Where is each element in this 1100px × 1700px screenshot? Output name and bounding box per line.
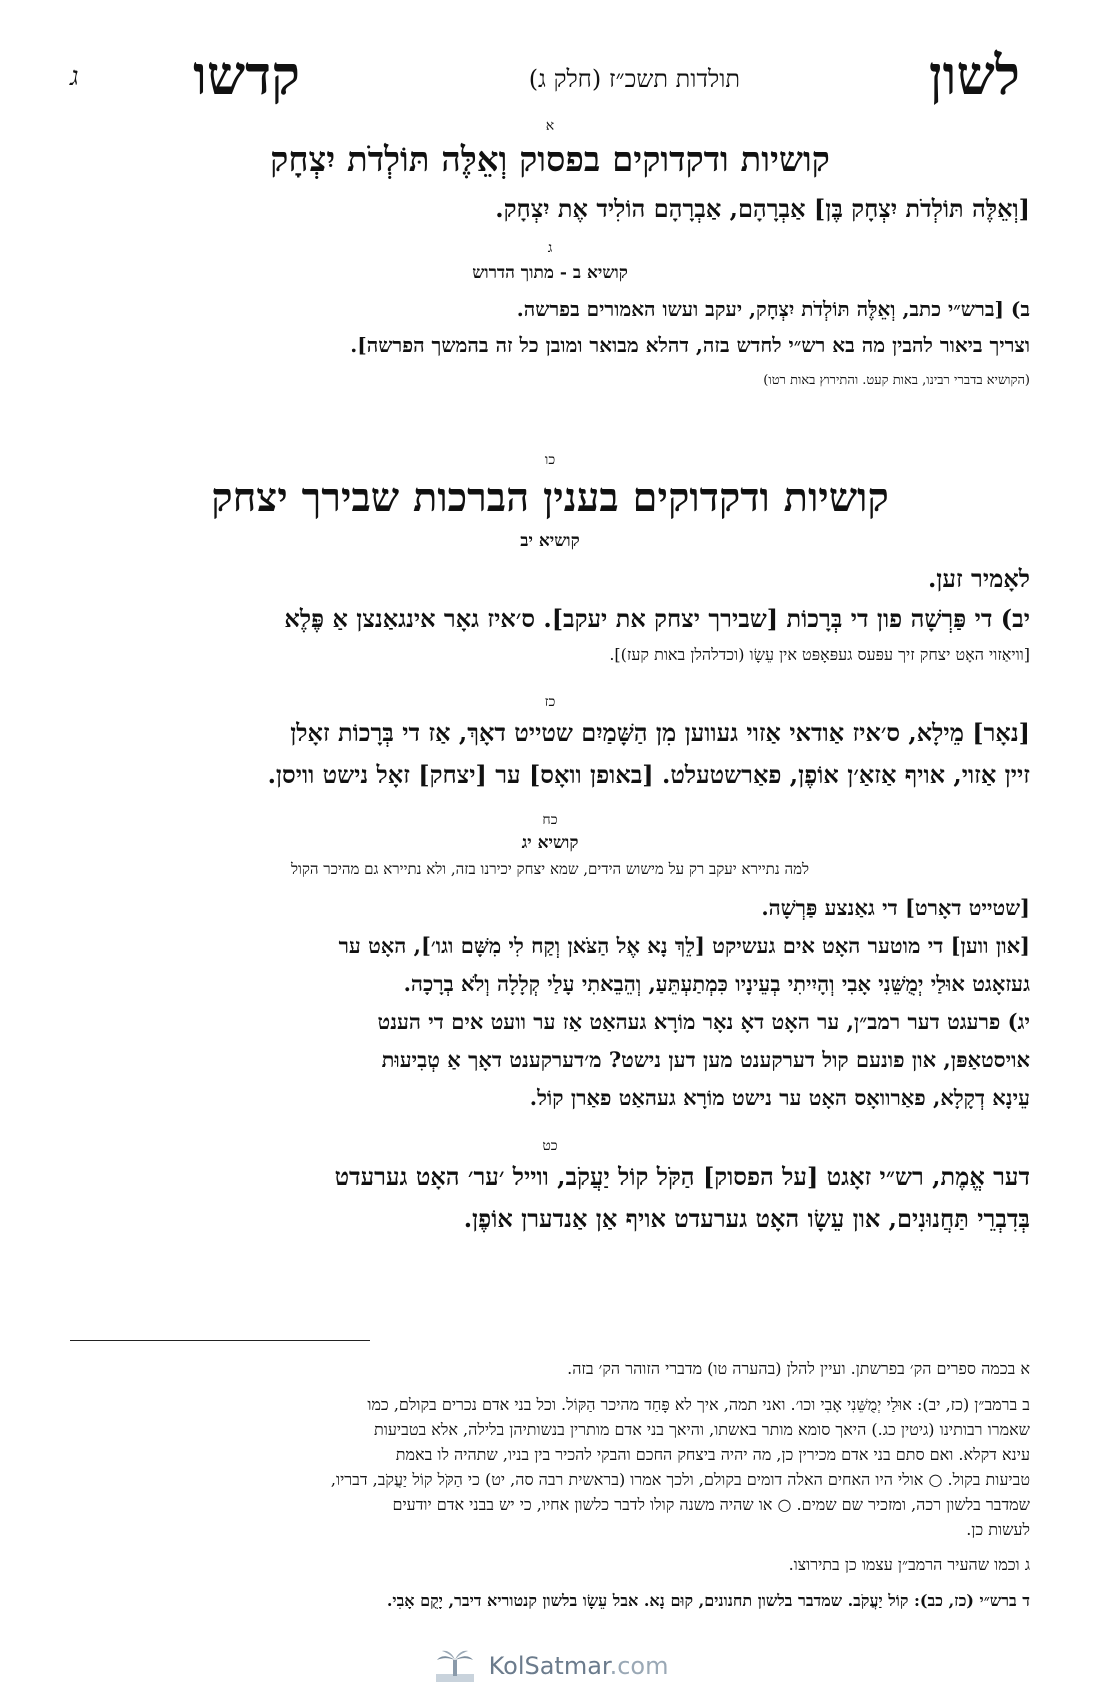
footnote-line: שאמרו רבותינו (גיטין כג.) היאך סומא מותר באשתו, והיאך בני אדם מותרין בנשותיהן בלילה, אלא בטביעות bbox=[374, 1420, 1030, 1439]
footnote-line: טביעות בקול. ○ אולי היו האחים האלה דומים בקולם, ולכך אמרו (בראשית רבה סה, יט) כי הַקֹּל קוֹל יַעֲקֹב, דבריו, bbox=[330, 1470, 1030, 1489]
subheading: קושיא ב - מתוך הדרוש bbox=[472, 263, 628, 283]
paragraph-line: [און ווען] די מוטער האָט אים געשיקט [לֵךְ נָא אֶל הַצֹּאן וְקַח לִי מִשָּׁם וגו׳], האָט ער bbox=[338, 933, 1030, 958]
subheading: קושיא יג bbox=[521, 833, 579, 853]
page-letter: ג bbox=[70, 62, 79, 92]
section-title: קושיות ודקדוקים בענין הברכות שבירך יצחק bbox=[211, 474, 889, 521]
section-marker: א bbox=[545, 118, 555, 134]
paragraph-line: יג) פרעגט דער רמב״ן, ער האָט דאָ נאָר מוֹרָא געהאַט אַז ער וועט אים די הענט bbox=[377, 1009, 1030, 1034]
running-head-title-word-1: לשון bbox=[928, 43, 1020, 107]
section-title: קושיות ודקדוקים בפסוק וְאֵלֶּה תּוֹלְדֹת יִצְחָק bbox=[270, 140, 830, 180]
paragraph-line: [נאָר] מֵילָא, ס׳איז אַודאי אַזוי געווען מִן הַשָּׁמַיִם שטייט דאָךְ, אַז די בְּרָכוֹת זאָלן bbox=[290, 718, 1030, 747]
paragraph-line: אויסטאַפּן, און פונעם קול דערקענט מען דען נישט? מ׳דערקענט דאָך אַ טְבִיעוּת bbox=[381, 1047, 1030, 1072]
paragraph-line: עֵינָא דְקָלָא, פאַרוואָס האָט ער נישט מוֹרָא געהאַט פאַרן קוֹל. bbox=[529, 1085, 1030, 1110]
site-logo bbox=[0, 1648, 1100, 1688]
paragraph-line: ב) [ברש״י כתב, וְאֵלֶּה תּוֹלְדֹת יִצְחָק, יעקב ועשו האמורים בפרשה. bbox=[516, 297, 1030, 321]
paragraph-line: זיין אַזוי, אויף אַזאַ׳ן אוֹפֶן, פאַרשטעלט. [באופן וואָס] ער [יצחק] זאָל נישט וויסן. bbox=[267, 760, 1030, 789]
running-head-subtitle: תולדות תשכ״ז (חלק ג) bbox=[528, 65, 740, 93]
section-marker: כז bbox=[544, 694, 556, 710]
palm-tree-icon bbox=[432, 1648, 478, 1684]
reference-note: (הקושיא בדברי רבינו, באות קעט. והתירוץ באות רטו) bbox=[763, 373, 1030, 388]
running-head bbox=[60, 40, 1040, 110]
logo-name: KolSatmar bbox=[488, 1652, 610, 1680]
footnote-divider bbox=[70, 1340, 370, 1341]
section-marker: כו bbox=[544, 452, 556, 468]
section-marker: כט bbox=[542, 1138, 558, 1154]
subheading: קושיא יב bbox=[520, 531, 580, 551]
footnote-line: עינא דקלא. ואם סתם בני אדם מכירין כן, מה יהיה ביצחק החכם והבקי להכיר בין בניו, שתהיה לו באמת bbox=[395, 1445, 1030, 1464]
paragraph-line: דער אֱמֶת, רש״י זאָגט [על הפסוק] הַקֹּל קוֹל יַעֲקֹב, ווייל ׳ער׳ האָט גערעדט bbox=[334, 1162, 1030, 1191]
footnote: א בכמה ספרים הק׳ בפרשתן. ועיין להלן (בהערה טו) מדברי הזוהר הק׳ בזה. bbox=[567, 1359, 1030, 1378]
footnote: ד ברש״י (כז, כב): קוֹל יַעֲקֹב. שמדבר בלשון תחנונים, קוּם נָא. אבל עֵשָׂו בלשון קנטוריא דיבר, יָקֻם אָבִי. bbox=[386, 1591, 1030, 1610]
paragraph-line: געזאָגט אוּלַי יְמֻשֵּׁנִי אָבִי וְהָיִיתִי בְעֵינָיו כִּמְתַעְתֵּעַ, וְהֵבֵאתִי עָלַי קְלָלָה וְלֹא בְרָכָה. bbox=[403, 971, 1030, 996]
footnote: ג וכמו שהעיר הרמב״ן עצמו כן בתירוצו. bbox=[788, 1555, 1030, 1574]
logo-text bbox=[489, 1652, 669, 1680]
paragraph-line: [שטייט דאָרט] די גאַנצע פַּרְשָׁה. bbox=[761, 895, 1030, 920]
section-marker: ג bbox=[547, 240, 553, 256]
footnote-line: לעשות כן. bbox=[966, 1520, 1030, 1539]
paragraph-line: [וויאַזוי האָט יצחק זיך עפּעס געפּאָפּט אין עֵשָׂו (וכדלהלן באות קעז)]. bbox=[609, 645, 1030, 664]
paragraph-line: לאָמיר זען. bbox=[927, 564, 1030, 593]
logo-suffix: .com bbox=[609, 1652, 669, 1680]
paragraph-line: וצריך ביאור להבין מה בא רש״י לחדש בזה, דהלא מבואר ומובן כל זה בהמשך הפרשה]. bbox=[350, 333, 1030, 357]
verse-text: [וְאֵלֶּה תּוֹלְדֹת יִצְחָק בֶּן] אַבְרָהָם, אַבְרָהָם הוֹלִיד אֶת יִצְחָק. bbox=[495, 194, 1030, 223]
paragraph-line: בְּדִבְרֵי תַּחֲנוּנִים, און עֵשָׂו האָט גערעדט אויף אַן אַנדערן אוֹפֶן. bbox=[463, 1204, 1030, 1233]
footnote-line: שמדבר בלשון רכה, ומזכיר שם שמים. ○ או שהיה משנה קולו לדבר כלשון אחיו, כי יש בבני אדם יודעים bbox=[392, 1495, 1030, 1514]
subheading-note: למה נתיירא יעקב רק על מישוש הידים, שמא יצחק יכירנו בזה, ולא נתיירא גם מהיכר הקול bbox=[290, 860, 810, 878]
running-head-title-word-2: קדשו bbox=[193, 43, 300, 107]
paragraph-line: יב) די פַּרְשָׁה פון די בְּרָכוֹת [שבירך יצחק את יעקב]. ס׳איז גאָר אינגאַנצן אַ פֶּלֶא bbox=[284, 604, 1030, 633]
footnote-line: ב ברמב״ן (כז, יב): אוּלַי יְמֻשֵּׁנִי אָבִי וכו׳. ואני תמה, איך לא פָּחַד מהיכר הַקּוֹל. וכל בני אדם נכרים בקולם, כמו bbox=[367, 1395, 1030, 1414]
section-marker: כח bbox=[542, 812, 558, 828]
